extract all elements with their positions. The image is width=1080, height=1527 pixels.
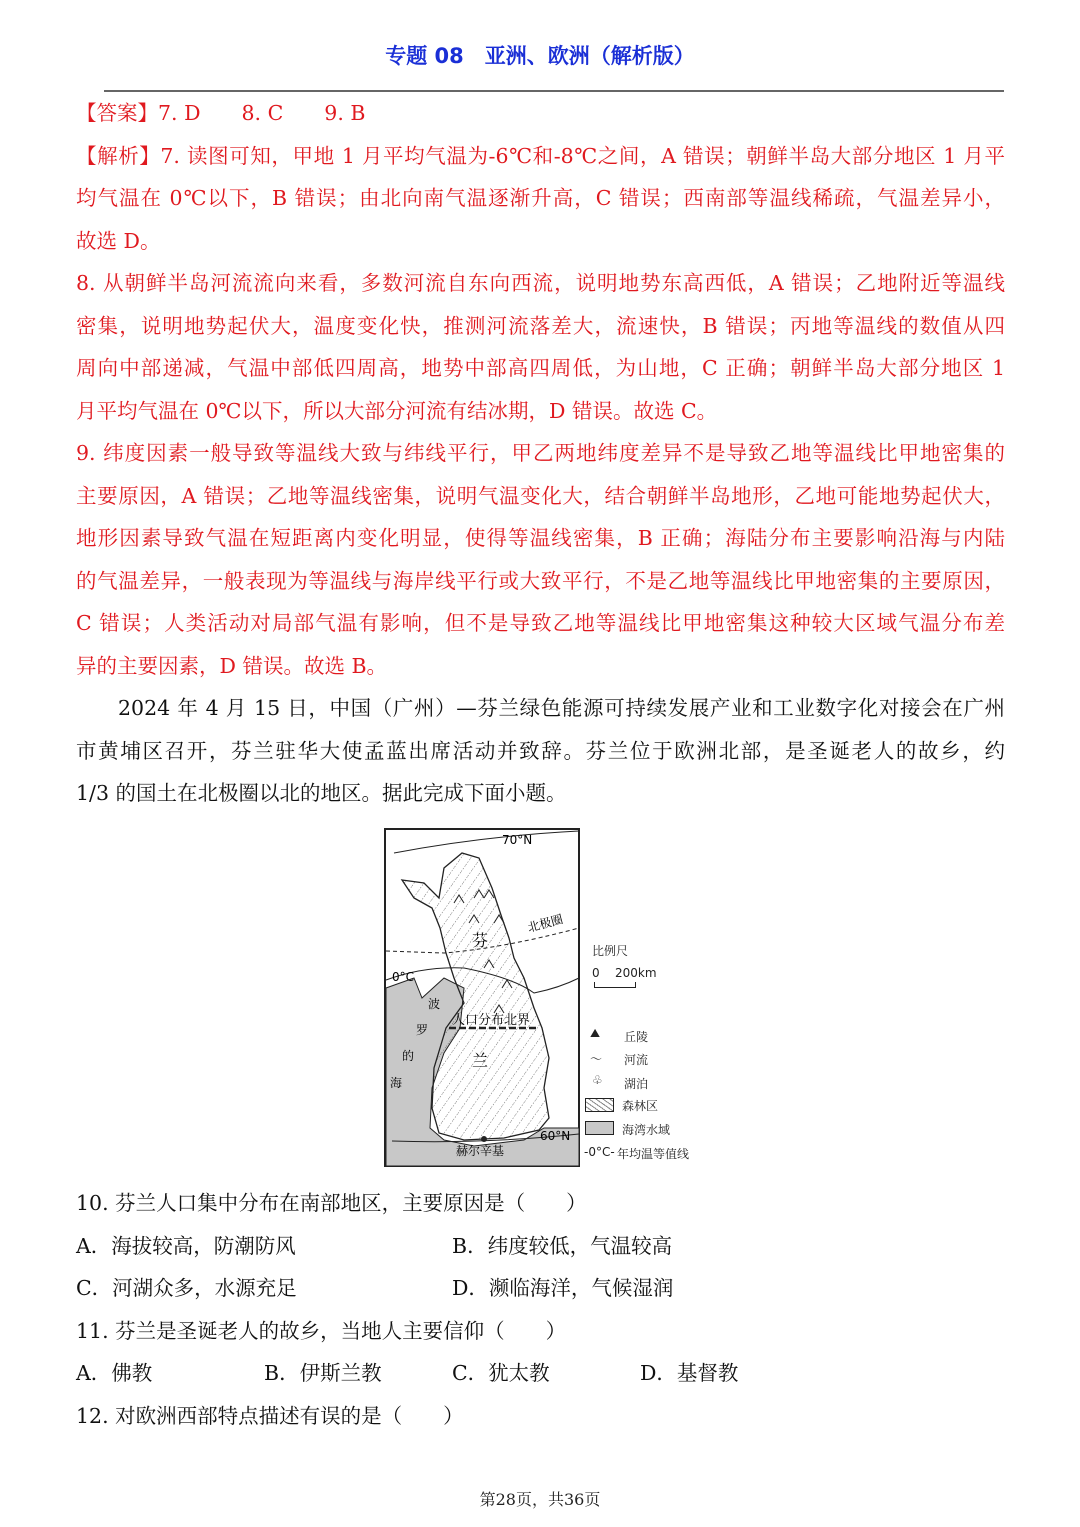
text-line: 的气温差异，一般表现为等温线与海岸线平行或大致平行，不是乙地等温线比甲地密集的主要原因，	[76, 568, 1005, 593]
map-label: 罗	[416, 1023, 429, 1037]
lake-icon: ♧	[592, 1073, 603, 1087]
text-line: 1/3 的国土在北极圈以北的地区。据此完成下面小题。	[76, 781, 567, 805]
answer-block	[76, 92, 1005, 135]
page-number: 第28页，共36页	[479, 1490, 601, 1509]
bay-swatch	[585, 1121, 614, 1135]
question-11-stem: 11. 芬兰是圣诞老人的故乡，当地人主要信仰（ ）	[76, 1319, 567, 1343]
text-line: C 错误；人类活动对局部气温有影响，但不是导致乙地等温线比甲地密集这种较大区域气温分布差	[76, 611, 1005, 635]
q10-option-a[interactable]: A．海拔较高，防潮防风	[76, 1234, 296, 1258]
text-line: 市黄埔区召开，芬兰驻华大使孟蓝出席活动并致辞。芬兰位于欧洲北部，是圣诞老人的故乡，约	[76, 738, 1005, 763]
text-line: 周向中部递减，气温中部低四周高，地势中部高四周低，为山地，C 正确；朝鲜半岛大部分地区 1	[76, 356, 1005, 380]
q11-option-d[interactable]: D．基督教	[640, 1361, 739, 1385]
map-label: 人口分布北界	[452, 1013, 531, 1028]
analysis-block	[76, 135, 1005, 688]
passage-block	[76, 687, 1005, 815]
scale-bar	[594, 982, 636, 988]
map-label: 波	[428, 997, 441, 1011]
question-10-stem: 10. 芬兰人口集中分布在南部地区，主要原因是（ ）	[76, 1191, 587, 1215]
legend-isotherm: 年均温等值线	[617, 1147, 690, 1161]
legend-forest: 森林区	[622, 1099, 659, 1113]
q11-option-a[interactable]: A．佛教	[76, 1361, 153, 1385]
hill-icon: ⛰	[590, 1026, 601, 1040]
text-line: 8. 从朝鲜半岛河流流向来看，多数河流自东向西流，说明地势东高西低，A 错误；乙地附近等温线	[76, 271, 1005, 295]
map-label: 兰	[472, 1051, 489, 1070]
map-label: 70°N	[502, 833, 533, 847]
forest-swatch	[585, 1098, 614, 1112]
map-label: 海	[390, 1076, 403, 1090]
text-line: 密集，说明地势起伏大，温度变化快，推测河流落差大，流速快，B 错误；丙地等温线的数值从四	[76, 313, 1005, 338]
q10-option-c[interactable]: C．河湖众多，水源充足	[76, 1276, 297, 1300]
scale-distance: 200km	[615, 966, 657, 980]
legend-lake: 湖泊	[624, 1077, 649, 1091]
river-icon: 〜	[590, 1052, 603, 1066]
q11-option-c[interactable]: C．犹太教	[452, 1361, 550, 1385]
text-line: 月平均气温在 0℃以下，所以大部分河流有结冰期，D 错误。故选 C。	[76, 398, 718, 423]
scale-zero: 0	[592, 966, 600, 980]
question-12-stem: 12. 对欧洲西部特点描述有误的是（ ）	[76, 1404, 464, 1428]
text-line: 异的主要因素，D 错误。故选 B。	[76, 653, 388, 678]
legend-hill: 丘陵	[624, 1030, 649, 1044]
map-label: 赫尔辛基	[456, 1144, 505, 1158]
map-label: 60°N	[540, 1129, 571, 1143]
text-line: 【解析】7. 读图可知，甲地 1 月平均气温为-6℃和-8℃之间，A 错误；朝鲜半岛大部分地区 1 月平	[76, 143, 1005, 168]
q11-option-b[interactable]: B．伊斯兰教	[264, 1361, 382, 1385]
text-line: 2024 年 4 月 15 日，中国（广州）—芬兰绿色能源可持续发展产业和工业数字化对接会在广州	[118, 696, 1005, 720]
isotherm-symbol: -0°C-	[584, 1145, 615, 1159]
scale-title: 比例尺	[592, 944, 629, 958]
map-label: 芬	[472, 931, 489, 950]
map-label: 的	[402, 1049, 415, 1063]
legend-river: 河流	[624, 1053, 649, 1067]
text-line: 主要原因，A 错误；乙地等温线密集，说明气温变化大，结合朝鲜半岛地形，乙地可能地势起伏大，	[76, 483, 1005, 508]
page-title: 专题 08 亚洲、欧洲（解析版）	[385, 44, 695, 68]
text-line: 均气温在 0℃以下，B 错误；由北向南气温逐渐升高，C 错误；西南部等温线稀疏，气温差异小，	[76, 186, 1005, 210]
map-label: 北极圈	[526, 912, 565, 935]
text-line: 地形因素导致气温在短距离内变化明显，使得等温线密集，B 正确；海陆分布主要影响沿海与内陆	[76, 526, 1005, 550]
q10-option-d[interactable]: D．濒临海洋，气候湿润	[452, 1276, 674, 1300]
answer-line: 【答案】7. D 8. C 9. B	[76, 101, 366, 125]
legend-bay: 海湾水域	[622, 1123, 671, 1137]
q10-option-b[interactable]: B．纬度较低，气温较高	[452, 1234, 673, 1258]
text-line: 故选 D。	[76, 228, 161, 253]
text-line: 9. 纬度因素一般导致等温线大致与纬线平行，甲乙两地纬度差异不是导致乙地等温线比甲地密集的	[76, 441, 1005, 465]
map-label: 0°C	[392, 970, 415, 984]
